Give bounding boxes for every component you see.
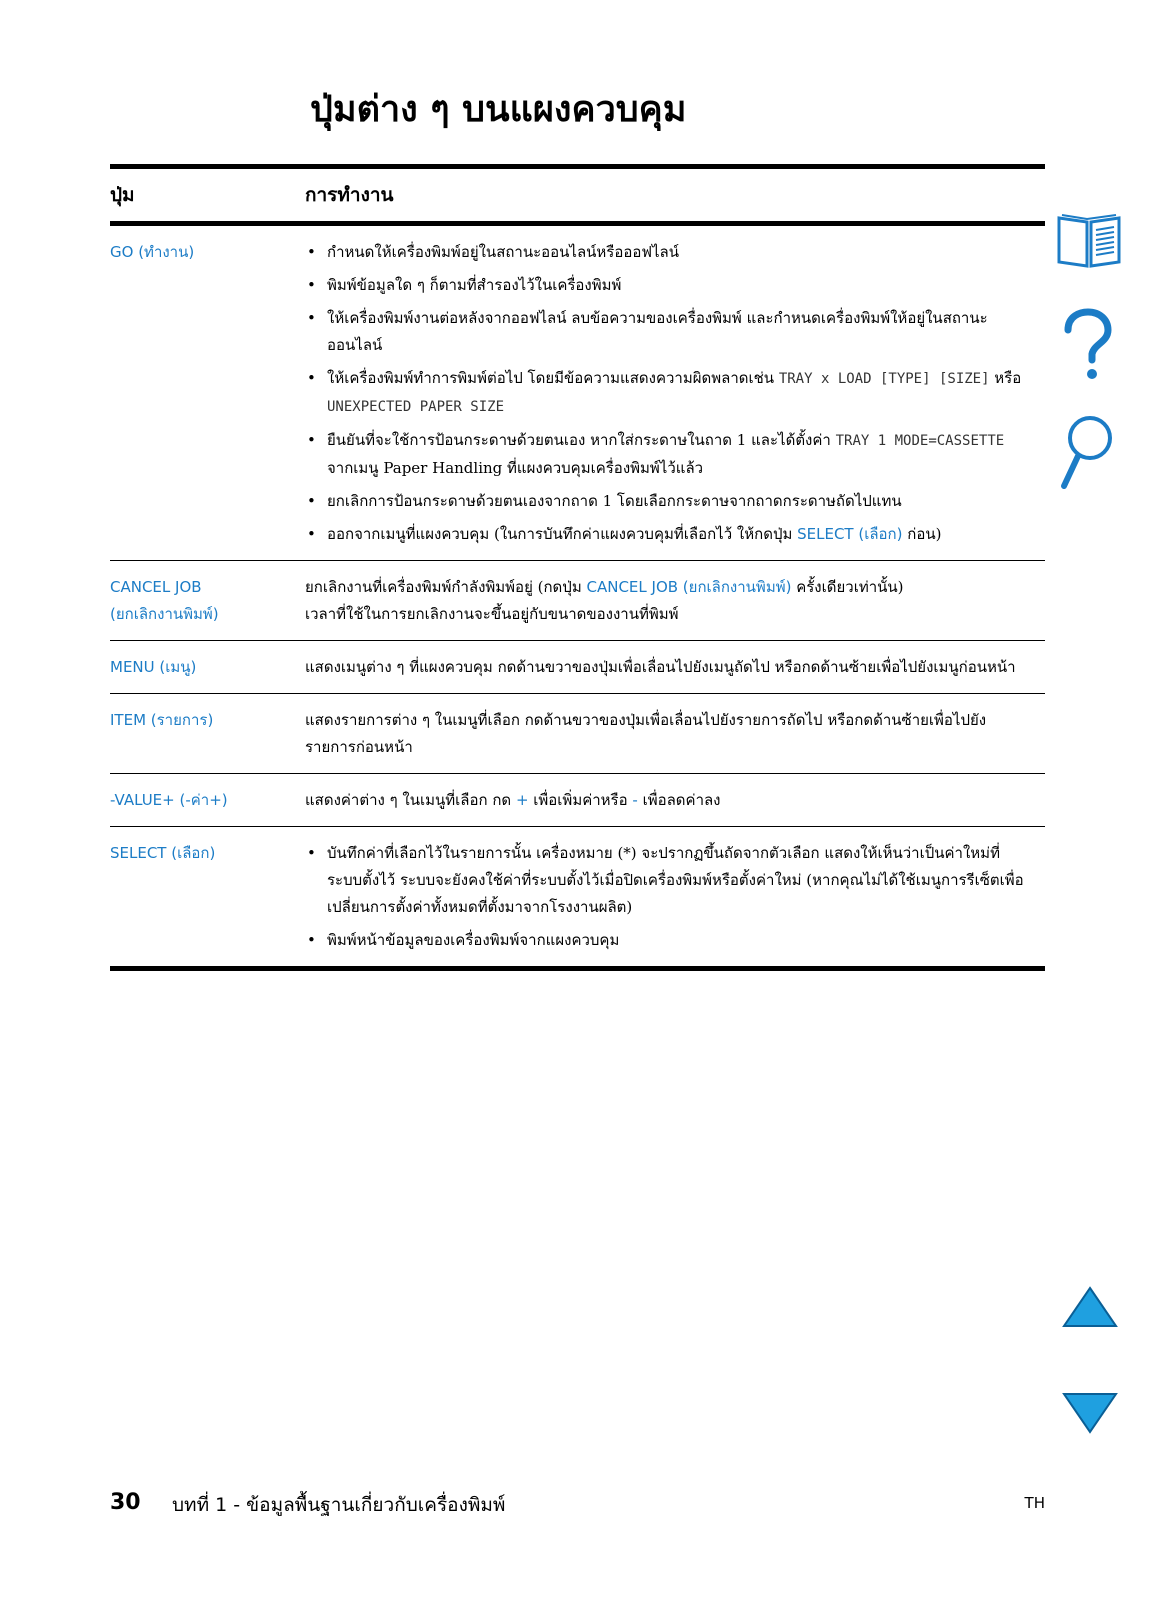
- list-item: • พิมพ์ข้อมูลใด ๆ ก็ตามที่สำรองไว้ในเครื่องพิมพ์: [305, 272, 1025, 299]
- select-row-button-link[interactable]: SELECT (เลือก): [110, 844, 216, 862]
- display-message-code: UNEXPECTED PAPER SIZE: [327, 399, 505, 415]
- go-button-link[interactable]: GO (ทำงาน): [110, 243, 195, 261]
- table-bottom-rule: [110, 966, 1045, 971]
- list-text: ก่อน): [902, 525, 942, 543]
- table-row-value: [110, 774, 1045, 826]
- book-icon[interactable]: [1056, 210, 1122, 272]
- description-text: ยกเลิกงานที่เครื่องพิมพ์กำลังพิมพ์อยู่ (กดปุ่ม: [305, 578, 587, 596]
- display-message-code: TRAY x LOAD [TYPE] [SIZE]: [778, 371, 990, 387]
- list-item: [305, 365, 1025, 421]
- description-text: เพื่อเพิ่มค่าหรือ: [528, 791, 633, 809]
- list-text: หรือ: [989, 369, 1022, 387]
- cancel-job-inline-link[interactable]: CANCEL JOB (ยกเลิกงานพิมพ์): [586, 578, 792, 596]
- page-title: ปุ่มต่าง ๆ บนแผงควบคุม: [310, 89, 687, 130]
- cancel-job-label: CANCEL JOB: [110, 578, 202, 596]
- table-row-go: [110, 226, 1045, 560]
- minus-symbol: -: [632, 791, 638, 809]
- item-description: แสดงรายการต่าง ๆ ในเมนูที่เลือก กดด้านขวาของปุ่มเพื่อเลื่อนไปยังรายการถัดไป หรือกดด้านซ้ายเพื่อไปยังรายการก่อนหน้า: [305, 711, 987, 756]
- list-item: • บันทึกค่าที่เลือกไว้ในรายการนั้น เครื่องหมาย (*) จะปรากฏขึ้นถัดจากตัวเลือก แสดงให้เห็นว่าเป็นค่าใหม่ที่ระบบตั้งไว้ ระบบจะยังคงใช้ค่าที่ระบบตั้งไว้เมื่อปิดเครื่องพิมพ์หรือตั้งค่าใหม่ (หากคุณไม่ได้ใช้เมนูการรีเซ็ตเพื่อเปลี่ยนการตั้งค่าทั้งหมดที่ตั้งมาจากโรงงานผลิต): [305, 840, 1025, 921]
- go-description: [305, 239, 1045, 548]
- select-button-link[interactable]: SELECT (เลือก): [797, 525, 903, 543]
- list-text: ให้เครื่องพิมพ์ทำการพิมพ์ต่อไป โดยมีข้อความแสดงความผิดพลาดเช่น: [327, 369, 779, 387]
- search-icon[interactable]: [1056, 412, 1116, 496]
- next-page-icon[interactable]: [1062, 1392, 1118, 1438]
- header-button-column: ปุ่ม: [110, 184, 135, 206]
- menu-description: แสดงเมนูต่าง ๆ ที่แผงควบคุม กดด้านขวาของปุ่มเพื่อเลื่อนไปยังเมนูถัดไป หรือกดด้านซ้ายเพื่อไปยังเมนูก่อนหน้า: [305, 658, 1016, 676]
- list-text: จากเมนู Paper Handling ที่แผงควบคุมเครื่องพิมพ์ไว้แล้ว: [327, 459, 704, 477]
- table-row-menu: [110, 641, 1045, 693]
- table-row-select: [110, 827, 1045, 966]
- select-description: [305, 840, 1045, 954]
- list-item: • ยกเลิกการป้อนกระดาษด้วยตนเองจากถาด 1 โดยเลือกกระดาษจากถาดกระดาษถัดไปแทน: [305, 488, 1025, 515]
- cancel-job-description: [305, 574, 1045, 628]
- cancel-job-label-thai: (ยกเลิกงานพิมพ์): [110, 605, 219, 623]
- list-text: ออกจากเมนูที่แผงควบคุม (ในการบันทึกค่าแผงควบคุมที่เลือกไว้ ให้กดปุ่ม: [327, 525, 798, 543]
- list-item: [305, 427, 1025, 482]
- value-description: [305, 787, 1045, 814]
- list-item: [305, 521, 1025, 548]
- display-message-code: TRAY 1 MODE=CASSETTE: [835, 433, 1005, 449]
- language-code: TH: [1024, 1494, 1045, 1512]
- description-text: เวลาที่ใช้ในการยกเลิกงานจะขึ้นอยู่กับขนาดของงานที่พิมพ์: [305, 605, 679, 623]
- page-footer: [110, 1490, 1045, 1520]
- list-text: ยืนยันที่จะใช้การป้อนกระดาษด้วยตนเอง หากใส่กระดาษในถาด 1 และได้ตั้งค่า: [327, 431, 836, 449]
- menu-button-link[interactable]: MENU (เมนู): [110, 658, 197, 676]
- chapter-title: บทที่ 1 - ข้อมูลพื้นฐานเกี่ยวกับเครื่องพิมพ์: [172, 1494, 506, 1516]
- cancel-job-button-link[interactable]: [110, 574, 305, 628]
- list-item: • กำหนดให้เครื่องพิมพ์อยู่ในสถานะออนไลน์หรือออฟไลน์: [305, 239, 1025, 266]
- previous-page-icon[interactable]: [1062, 1286, 1118, 1332]
- item-button-link[interactable]: ITEM (รายการ): [110, 711, 214, 729]
- value-button-link[interactable]: -VALUE+ (-ค่า+): [110, 791, 228, 809]
- list-item: • พิมพ์หน้าข้อมูลของเครื่องพิมพ์จากแผงควบคุม: [305, 927, 1025, 954]
- table-row-item: [110, 694, 1045, 773]
- plus-symbol: +: [515, 791, 529, 809]
- help-icon[interactable]: [1056, 308, 1116, 388]
- header-function-column: การทำงาน: [305, 184, 394, 206]
- page-number: 30: [110, 1490, 141, 1515]
- list-item: • ให้เครื่องพิมพ์งานต่อหลังจากออฟไลน์ ลบข้อความของเครื่องพิมพ์ และกำหนดเครื่องพิมพ์ให้อยู่ในสถานะออนไลน์: [305, 305, 1025, 359]
- control-panel-table: [110, 164, 1045, 971]
- table-header: [110, 169, 1045, 221]
- description-text: แสดงค่าต่าง ๆ ในเมนูที่เลือก กด: [305, 791, 516, 809]
- description-text: เพื่อลดค่าลง: [637, 791, 721, 809]
- table-row-cancel-job: [110, 561, 1045, 640]
- description-text: ครั้งเดียวเท่านั้น): [791, 578, 904, 596]
